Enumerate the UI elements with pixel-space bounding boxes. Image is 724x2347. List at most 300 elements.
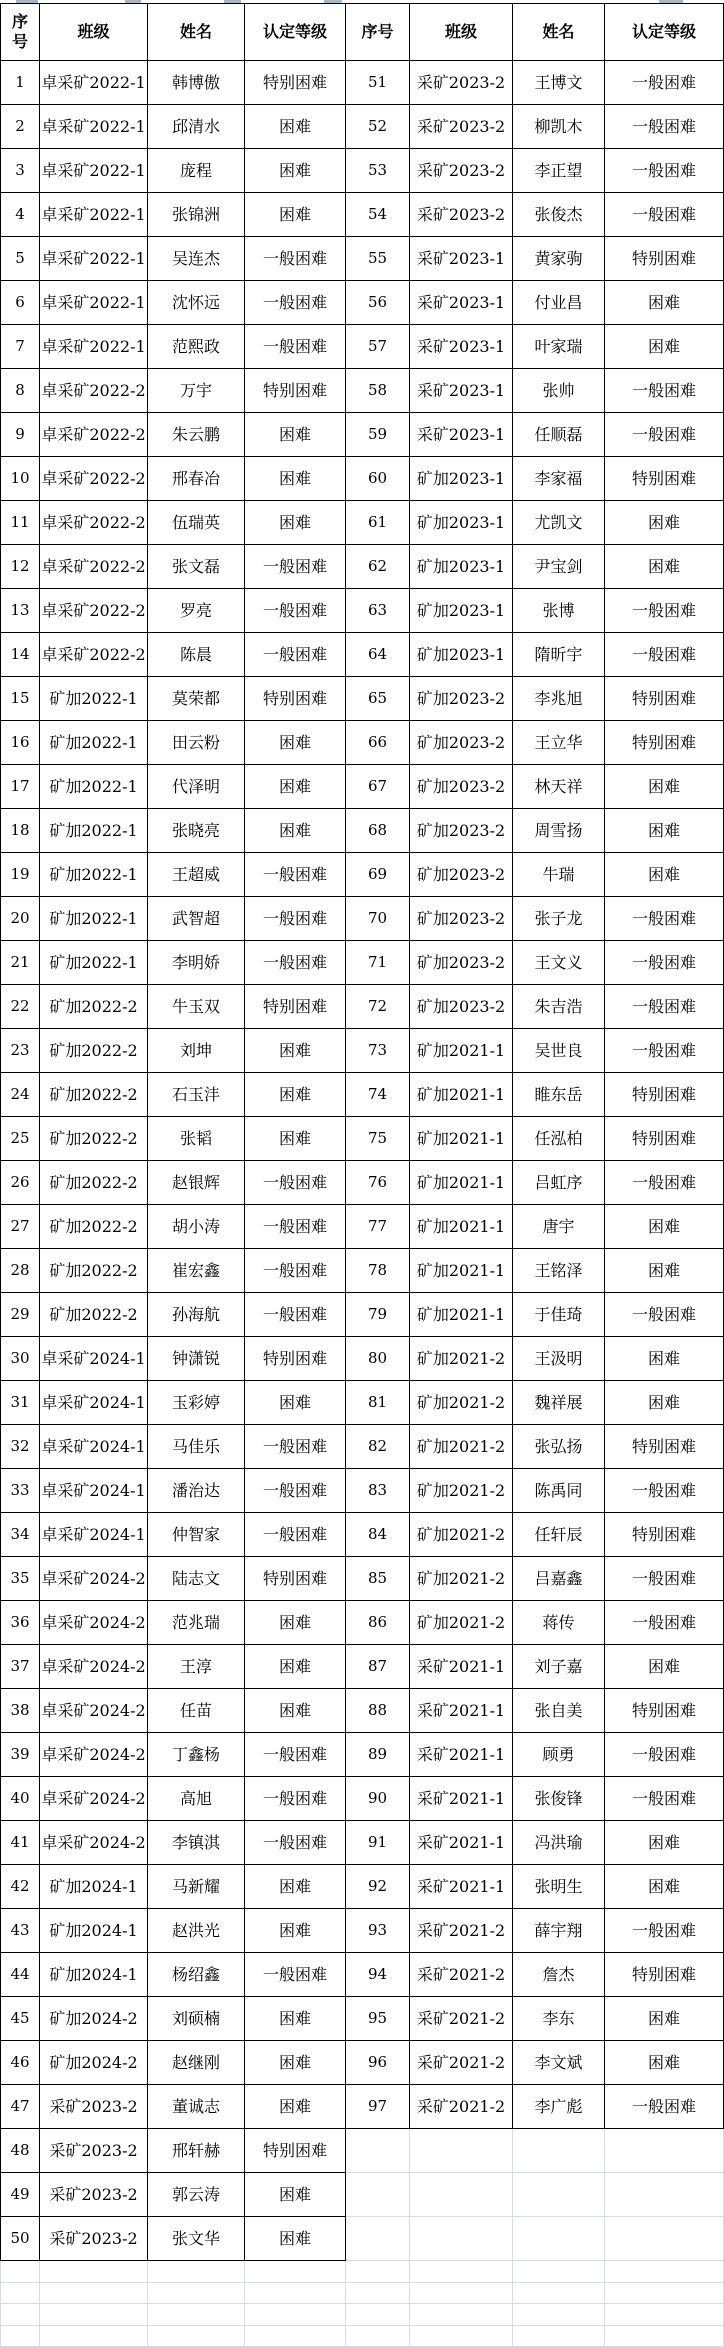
seq-cell[interactable]: 7 (0, 325, 40, 369)
name-cell[interactable]: 薛宇翔 (513, 1909, 605, 1953)
seq-cell[interactable]: 59 (346, 413, 410, 457)
name-cell[interactable]: 王立华 (513, 721, 605, 765)
seq-cell[interactable]: 81 (346, 1381, 410, 1425)
level-cell[interactable]: 困难 (605, 809, 724, 853)
class-cell[interactable]: 采矿2023-2 (410, 149, 513, 193)
class-cell[interactable]: 卓采矿2022-2 (40, 545, 148, 589)
seq-cell[interactable]: 38 (0, 1689, 40, 1733)
level-cell[interactable]: 一般困难 (605, 413, 724, 457)
level-cell[interactable]: 困难 (605, 1205, 724, 1249)
seq-cell[interactable]: 11 (0, 501, 40, 545)
seq-cell[interactable]: 80 (346, 1337, 410, 1381)
class-cell[interactable]: 矿加2024-1 (40, 1909, 148, 1953)
seq-cell[interactable]: 23 (0, 1029, 40, 1073)
class-cell[interactable]: 矿加2024-1 (40, 1865, 148, 1909)
level-cell[interactable]: 一般困难 (245, 1777, 346, 1821)
name-cell[interactable]: 魏祥展 (513, 1381, 605, 1425)
seq-cell[interactable]: 73 (346, 1029, 410, 1073)
class-cell[interactable]: 卓采矿2024-2 (40, 1821, 148, 1865)
class-cell[interactable]: 矿加2023-2 (410, 677, 513, 721)
level-cell[interactable]: 困难 (245, 1865, 346, 1909)
class-cell[interactable]: 采矿2021-1 (410, 1733, 513, 1777)
level-cell[interactable]: 一般困难 (245, 545, 346, 589)
seq-cell[interactable]: 86 (346, 1601, 410, 1645)
seq-cell[interactable]: 14 (0, 633, 40, 677)
class-cell[interactable]: 采矿2023-2 (40, 2129, 148, 2173)
seq-cell[interactable]: 72 (346, 985, 410, 1029)
name-cell[interactable]: 王汲明 (513, 1337, 605, 1381)
class-cell[interactable]: 采矿2021-1 (410, 1645, 513, 1689)
class-cell[interactable]: 采矿2021-2 (410, 1909, 513, 1953)
seq-cell[interactable]: 49 (0, 2173, 40, 2217)
seq-cell[interactable]: 45 (0, 1997, 40, 2041)
name-cell[interactable]: 张俊杰 (513, 193, 605, 237)
level-cell[interactable]: 一般困难 (245, 1733, 346, 1777)
seq-cell[interactable]: 51 (346, 61, 410, 105)
name-cell[interactable]: 赵继刚 (148, 2041, 245, 2085)
name-cell[interactable]: 张帅 (513, 369, 605, 413)
class-cell[interactable]: 矿加2022-1 (40, 809, 148, 853)
level-cell[interactable]: 困难 (245, 457, 346, 501)
class-cell[interactable]: 矿加2023-2 (410, 765, 513, 809)
seq-cell[interactable]: 27 (0, 1205, 40, 1249)
class-cell[interactable]: 卓采矿2022-2 (40, 369, 148, 413)
class-cell[interactable]: 采矿2021-2 (410, 2041, 513, 2085)
name-cell[interactable]: 刘子嘉 (513, 1645, 605, 1689)
name-cell[interactable]: 庞程 (148, 149, 245, 193)
class-cell[interactable]: 矿加2022-1 (40, 853, 148, 897)
header-level-right[interactable]: 认定等级 (605, 3, 724, 61)
seq-cell[interactable]: 79 (346, 1293, 410, 1337)
name-cell[interactable]: 吕虹序 (513, 1161, 605, 1205)
seq-cell[interactable]: 64 (346, 633, 410, 677)
class-cell[interactable]: 矿加2021-1 (410, 1293, 513, 1337)
level-cell[interactable]: 困难 (245, 149, 346, 193)
level-cell[interactable]: 一般困难 (605, 1909, 724, 1953)
name-cell[interactable]: 张韬 (148, 1117, 245, 1161)
seq-cell[interactable]: 61 (346, 501, 410, 545)
class-cell[interactable]: 矿加2021-1 (410, 1205, 513, 1249)
seq-cell[interactable]: 37 (0, 1645, 40, 1689)
seq-cell[interactable]: 94 (346, 1953, 410, 1997)
seq-cell[interactable]: 62 (346, 545, 410, 589)
name-cell[interactable]: 杨绍鑫 (148, 1953, 245, 1997)
name-cell[interactable]: 邢轩赫 (148, 2129, 245, 2173)
class-cell[interactable]: 矿加2021-2 (410, 1381, 513, 1425)
name-cell[interactable]: 叶家瑞 (513, 325, 605, 369)
seq-cell[interactable]: 56 (346, 281, 410, 325)
seq-cell[interactable]: 35 (0, 1557, 40, 1601)
name-cell[interactable]: 黄家驹 (513, 237, 605, 281)
level-cell[interactable]: 困难 (605, 501, 724, 545)
name-cell[interactable]: 张晓亮 (148, 809, 245, 853)
class-cell[interactable]: 矿加2022-2 (40, 1029, 148, 1073)
class-cell[interactable]: 矿加2022-1 (40, 897, 148, 941)
seq-cell[interactable]: 50 (0, 2217, 40, 2261)
class-cell[interactable]: 采矿2023-2 (410, 105, 513, 149)
name-cell[interactable]: 仲智家 (148, 1513, 245, 1557)
level-cell[interactable]: 一般困难 (245, 325, 346, 369)
seq-cell[interactable]: 30 (0, 1337, 40, 1381)
name-cell[interactable]: 刘硕楠 (148, 1997, 245, 2041)
level-cell[interactable]: 一般困难 (605, 1029, 724, 1073)
seq-cell[interactable]: 36 (0, 1601, 40, 1645)
level-cell[interactable]: 一般困难 (605, 149, 724, 193)
seq-cell[interactable]: 41 (0, 1821, 40, 1865)
class-cell[interactable]: 采矿2023-2 (40, 2173, 148, 2217)
class-cell[interactable]: 卓采矿2022-1 (40, 193, 148, 237)
name-cell[interactable]: 李东 (513, 1997, 605, 2041)
name-cell[interactable]: 范兆瑞 (148, 1601, 245, 1645)
name-cell[interactable]: 牛瑞 (513, 853, 605, 897)
level-cell[interactable]: 一般困难 (605, 369, 724, 413)
seq-cell[interactable]: 66 (346, 721, 410, 765)
class-cell[interactable]: 矿加2023-1 (410, 589, 513, 633)
seq-cell[interactable]: 67 (346, 765, 410, 809)
seq-cell[interactable]: 84 (346, 1513, 410, 1557)
level-cell[interactable]: 困难 (245, 1689, 346, 1733)
class-cell[interactable]: 采矿2021-1 (410, 1865, 513, 1909)
class-cell[interactable]: 矿加2024-2 (40, 1997, 148, 2041)
class-cell[interactable]: 卓采矿2022-1 (40, 237, 148, 281)
seq-cell[interactable]: 2 (0, 105, 40, 149)
level-cell[interactable]: 特别困难 (245, 1337, 346, 1381)
seq-cell[interactable]: 65 (346, 677, 410, 721)
name-cell[interactable]: 陈晨 (148, 633, 245, 677)
seq-cell[interactable]: 26 (0, 1161, 40, 1205)
class-cell[interactable]: 卓采矿2024-2 (40, 1733, 148, 1777)
seq-cell[interactable]: 82 (346, 1425, 410, 1469)
class-cell[interactable]: 采矿2023-1 (410, 237, 513, 281)
name-cell[interactable]: 睢东岳 (513, 1073, 605, 1117)
name-cell[interactable]: 周雪扬 (513, 809, 605, 853)
level-cell[interactable]: 一般困难 (605, 1557, 724, 1601)
class-cell[interactable]: 卓采矿2022-1 (40, 149, 148, 193)
header-class-left[interactable]: 班级 (40, 3, 148, 61)
name-cell[interactable]: 玉彩婷 (148, 1381, 245, 1425)
level-cell[interactable]: 一般困难 (605, 1733, 724, 1777)
class-cell[interactable]: 矿加2023-2 (410, 809, 513, 853)
name-cell[interactable]: 罗亮 (148, 589, 245, 633)
class-cell[interactable]: 卓采矿2024-2 (40, 1645, 148, 1689)
name-cell[interactable]: 万宇 (148, 369, 245, 413)
seq-cell[interactable]: 43 (0, 1909, 40, 1953)
seq-cell[interactable]: 20 (0, 897, 40, 941)
name-cell[interactable]: 范熙政 (148, 325, 245, 369)
level-cell[interactable]: 一般困难 (245, 281, 346, 325)
class-cell[interactable]: 矿加2021-1 (410, 1249, 513, 1293)
level-cell[interactable]: 困难 (605, 1865, 724, 1909)
class-cell[interactable]: 矿加2023-2 (410, 897, 513, 941)
seq-cell[interactable]: 12 (0, 545, 40, 589)
class-cell[interactable]: 卓采矿2024-2 (40, 1777, 148, 1821)
seq-cell[interactable]: 58 (346, 369, 410, 413)
name-cell[interactable]: 赵洪光 (148, 1909, 245, 1953)
header-name-right[interactable]: 姓名 (513, 3, 605, 61)
level-cell[interactable]: 困难 (605, 1249, 724, 1293)
seq-cell[interactable]: 3 (0, 149, 40, 193)
class-cell[interactable]: 矿加2022-2 (40, 1293, 148, 1337)
seq-cell[interactable]: 31 (0, 1381, 40, 1425)
seq-cell[interactable]: 10 (0, 457, 40, 501)
level-cell[interactable]: 困难 (605, 1821, 724, 1865)
level-cell[interactable]: 特别困难 (605, 677, 724, 721)
seq-cell[interactable]: 54 (346, 193, 410, 237)
name-cell[interactable]: 伍瑞英 (148, 501, 245, 545)
seq-cell[interactable]: 6 (0, 281, 40, 325)
seq-cell[interactable]: 28 (0, 1249, 40, 1293)
name-cell[interactable]: 董诚志 (148, 2085, 245, 2129)
seq-cell[interactable]: 83 (346, 1469, 410, 1513)
level-cell[interactable]: 困难 (245, 1645, 346, 1689)
level-cell[interactable]: 困难 (245, 193, 346, 237)
class-cell[interactable]: 卓采矿2024-1 (40, 1381, 148, 1425)
seq-cell[interactable]: 92 (346, 1865, 410, 1909)
seq-cell[interactable]: 68 (346, 809, 410, 853)
name-cell[interactable]: 张自美 (513, 1689, 605, 1733)
level-cell[interactable]: 特别困难 (605, 1117, 724, 1161)
seq-cell[interactable]: 21 (0, 941, 40, 985)
level-cell[interactable]: 一般困难 (245, 1469, 346, 1513)
level-cell[interactable]: 特别困难 (245, 369, 346, 413)
class-cell[interactable]: 卓采矿2022-2 (40, 501, 148, 545)
seq-cell[interactable]: 29 (0, 1293, 40, 1337)
seq-cell[interactable]: 16 (0, 721, 40, 765)
seq-cell[interactable]: 1 (0, 61, 40, 105)
name-cell[interactable]: 张文磊 (148, 545, 245, 589)
class-cell[interactable]: 采矿2023-1 (410, 325, 513, 369)
name-cell[interactable]: 李家福 (513, 457, 605, 501)
seq-cell[interactable]: 8 (0, 369, 40, 413)
name-cell[interactable]: 陈禹同 (513, 1469, 605, 1513)
level-cell[interactable]: 困难 (605, 1381, 724, 1425)
class-cell[interactable]: 矿加2021-2 (410, 1601, 513, 1645)
level-cell[interactable]: 困难 (245, 765, 346, 809)
level-cell[interactable]: 特别困难 (245, 677, 346, 721)
class-cell[interactable]: 矿加2023-2 (410, 853, 513, 897)
level-cell[interactable]: 一般困难 (605, 2085, 724, 2129)
name-cell[interactable]: 莫荣都 (148, 677, 245, 721)
level-cell[interactable]: 特别困难 (605, 1953, 724, 1997)
seq-cell[interactable]: 78 (346, 1249, 410, 1293)
seq-cell[interactable]: 47 (0, 2085, 40, 2129)
seq-cell[interactable]: 13 (0, 589, 40, 633)
name-cell[interactable]: 钟潇锐 (148, 1337, 245, 1381)
name-cell[interactable]: 王超威 (148, 853, 245, 897)
level-cell[interactable]: 困难 (245, 2085, 346, 2129)
class-cell[interactable]: 矿加2023-2 (410, 941, 513, 985)
class-cell[interactable]: 矿加2022-2 (40, 1249, 148, 1293)
class-cell[interactable]: 采矿2023-1 (410, 281, 513, 325)
seq-cell[interactable]: 15 (0, 677, 40, 721)
name-cell[interactable]: 吕嘉鑫 (513, 1557, 605, 1601)
seq-cell[interactable]: 22 (0, 985, 40, 1029)
seq-cell[interactable]: 74 (346, 1073, 410, 1117)
level-cell[interactable]: 困难 (605, 1337, 724, 1381)
level-cell[interactable]: 特别困难 (245, 61, 346, 105)
seq-cell[interactable]: 34 (0, 1513, 40, 1557)
level-cell[interactable]: 特别困难 (605, 1689, 724, 1733)
class-cell[interactable]: 矿加2021-2 (410, 1425, 513, 1469)
seq-cell[interactable]: 53 (346, 149, 410, 193)
seq-cell[interactable]: 25 (0, 1117, 40, 1161)
class-cell[interactable]: 矿加2022-1 (40, 765, 148, 809)
seq-cell[interactable]: 90 (346, 1777, 410, 1821)
name-cell[interactable]: 李镇淇 (148, 1821, 245, 1865)
class-cell[interactable]: 矿加2021-2 (410, 1469, 513, 1513)
name-cell[interactable]: 于佳琦 (513, 1293, 605, 1337)
name-cell[interactable]: 牛玉双 (148, 985, 245, 1029)
level-cell[interactable]: 特别困难 (245, 1557, 346, 1601)
level-cell[interactable]: 困难 (245, 2041, 346, 2085)
class-cell[interactable]: 卓采矿2024-2 (40, 1557, 148, 1601)
seq-cell[interactable]: 63 (346, 589, 410, 633)
seq-cell[interactable]: 44 (0, 1953, 40, 1997)
level-cell[interactable]: 困难 (245, 1117, 346, 1161)
level-cell[interactable]: 一般困难 (245, 237, 346, 281)
name-cell[interactable]: 刘坤 (148, 1029, 245, 1073)
seq-cell[interactable]: 93 (346, 1909, 410, 1953)
level-cell[interactable]: 一般困难 (605, 1777, 724, 1821)
class-cell[interactable]: 矿加2023-1 (410, 457, 513, 501)
seq-cell[interactable]: 33 (0, 1469, 40, 1513)
level-cell[interactable]: 一般困难 (245, 1249, 346, 1293)
name-cell[interactable]: 顾勇 (513, 1733, 605, 1777)
class-cell[interactable]: 采矿2021-1 (410, 1777, 513, 1821)
name-cell[interactable]: 武智超 (148, 897, 245, 941)
level-cell[interactable]: 一般困难 (605, 1601, 724, 1645)
class-cell[interactable]: 矿加2021-1 (410, 1073, 513, 1117)
level-cell[interactable]: 一般困难 (245, 1293, 346, 1337)
class-cell[interactable]: 矿加2022-2 (40, 1205, 148, 1249)
seq-cell[interactable]: 70 (346, 897, 410, 941)
class-cell[interactable]: 矿加2022-2 (40, 1073, 148, 1117)
level-cell[interactable]: 困难 (245, 1029, 346, 1073)
name-cell[interactable]: 王铭泽 (513, 1249, 605, 1293)
seq-cell[interactable]: 71 (346, 941, 410, 985)
name-cell[interactable]: 张俊锋 (513, 1777, 605, 1821)
level-cell[interactable]: 困难 (245, 1997, 346, 2041)
level-cell[interactable]: 一般困难 (605, 897, 724, 941)
class-cell[interactable]: 采矿2021-2 (410, 1997, 513, 2041)
level-cell[interactable]: 困难 (245, 1381, 346, 1425)
name-cell[interactable]: 任苗 (148, 1689, 245, 1733)
name-cell[interactable]: 代泽明 (148, 765, 245, 809)
class-cell[interactable]: 采矿2021-1 (410, 1689, 513, 1733)
level-cell[interactable]: 困难 (605, 2041, 724, 2085)
level-cell[interactable]: 一般困难 (245, 1513, 346, 1557)
seq-cell[interactable]: 32 (0, 1425, 40, 1469)
level-cell[interactable]: 困难 (245, 1601, 346, 1645)
name-cell[interactable]: 王文义 (513, 941, 605, 985)
seq-cell[interactable]: 24 (0, 1073, 40, 1117)
header-class-right[interactable]: 班级 (410, 3, 513, 61)
level-cell[interactable]: 困难 (245, 2173, 346, 2217)
name-cell[interactable]: 潘治达 (148, 1469, 245, 1513)
header-seq-left[interactable]: 序号 (0, 3, 40, 61)
level-cell[interactable]: 特别困难 (605, 1425, 724, 1469)
level-cell[interactable]: 一般困难 (605, 589, 724, 633)
seq-cell[interactable]: 4 (0, 193, 40, 237)
class-cell[interactable]: 采矿2023-1 (410, 413, 513, 457)
name-cell[interactable]: 陆志文 (148, 1557, 245, 1601)
name-cell[interactable]: 林天祥 (513, 765, 605, 809)
class-cell[interactable]: 采矿2023-2 (40, 2085, 148, 2129)
name-cell[interactable]: 柳凯木 (513, 105, 605, 149)
name-cell[interactable]: 丁鑫杨 (148, 1733, 245, 1777)
level-cell[interactable]: 困难 (605, 1645, 724, 1689)
class-cell[interactable]: 矿加2021-2 (410, 1513, 513, 1557)
class-cell[interactable]: 卓采矿2022-2 (40, 589, 148, 633)
name-cell[interactable]: 尤凯文 (513, 501, 605, 545)
name-cell[interactable]: 邢春冶 (148, 457, 245, 501)
level-cell[interactable]: 困难 (245, 2217, 346, 2261)
level-cell[interactable]: 一般困难 (245, 1161, 346, 1205)
level-cell[interactable]: 一般困难 (245, 853, 346, 897)
level-cell[interactable]: 一般困难 (245, 1821, 346, 1865)
name-cell[interactable]: 任轩辰 (513, 1513, 605, 1557)
class-cell[interactable]: 卓采矿2022-1 (40, 105, 148, 149)
class-cell[interactable]: 卓采矿2024-2 (40, 1689, 148, 1733)
seq-cell[interactable]: 57 (346, 325, 410, 369)
name-cell[interactable]: 李文斌 (513, 2041, 605, 2085)
class-cell[interactable]: 矿加2021-2 (410, 1557, 513, 1601)
level-cell[interactable]: 一般困难 (245, 1425, 346, 1469)
seq-cell[interactable]: 5 (0, 237, 40, 281)
level-cell[interactable]: 特别困难 (605, 457, 724, 501)
name-cell[interactable]: 郭云涛 (148, 2173, 245, 2217)
seq-cell[interactable]: 85 (346, 1557, 410, 1601)
level-cell[interactable]: 一般困难 (605, 1161, 724, 1205)
name-cell[interactable]: 尹宝剑 (513, 545, 605, 589)
level-cell[interactable]: 困难 (245, 413, 346, 457)
class-cell[interactable]: 矿加2023-1 (410, 501, 513, 545)
class-cell[interactable]: 矿加2023-1 (410, 545, 513, 589)
level-cell[interactable]: 困难 (605, 545, 724, 589)
class-cell[interactable]: 卓采矿2022-1 (40, 61, 148, 105)
level-cell[interactable]: 特别困难 (245, 2129, 346, 2173)
name-cell[interactable]: 任顺磊 (513, 413, 605, 457)
name-cell[interactable]: 李正望 (513, 149, 605, 193)
class-cell[interactable]: 矿加2022-1 (40, 941, 148, 985)
level-cell[interactable]: 特别困难 (605, 237, 724, 281)
name-cell[interactable]: 胡小涛 (148, 1205, 245, 1249)
name-cell[interactable]: 王博文 (513, 61, 605, 105)
class-cell[interactable]: 采矿2023-2 (40, 2217, 148, 2261)
class-cell[interactable]: 卓采矿2024-1 (40, 1425, 148, 1469)
class-cell[interactable]: 矿加2021-1 (410, 1117, 513, 1161)
seq-cell[interactable]: 95 (346, 1997, 410, 2041)
name-cell[interactable]: 李广彪 (513, 2085, 605, 2129)
seq-cell[interactable]: 76 (346, 1161, 410, 1205)
class-cell[interactable]: 卓采矿2024-1 (40, 1513, 148, 1557)
seq-cell[interactable]: 91 (346, 1821, 410, 1865)
level-cell[interactable]: 一般困难 (605, 61, 724, 105)
level-cell[interactable]: 困难 (605, 853, 724, 897)
class-cell[interactable]: 卓采矿2022-2 (40, 457, 148, 501)
level-cell[interactable]: 一般困难 (605, 985, 724, 1029)
name-cell[interactable]: 冯洪瑜 (513, 1821, 605, 1865)
name-cell[interactable]: 朱吉浩 (513, 985, 605, 1029)
name-cell[interactable]: 邱清水 (148, 105, 245, 149)
header-name-left[interactable]: 姓名 (148, 3, 245, 61)
level-cell[interactable]: 特别困难 (245, 985, 346, 1029)
name-cell[interactable]: 唐宇 (513, 1205, 605, 1249)
level-cell[interactable]: 一般困难 (245, 941, 346, 985)
level-cell[interactable]: 困难 (245, 1909, 346, 1953)
name-cell[interactable]: 蒋传 (513, 1601, 605, 1645)
name-cell[interactable]: 张博 (513, 589, 605, 633)
